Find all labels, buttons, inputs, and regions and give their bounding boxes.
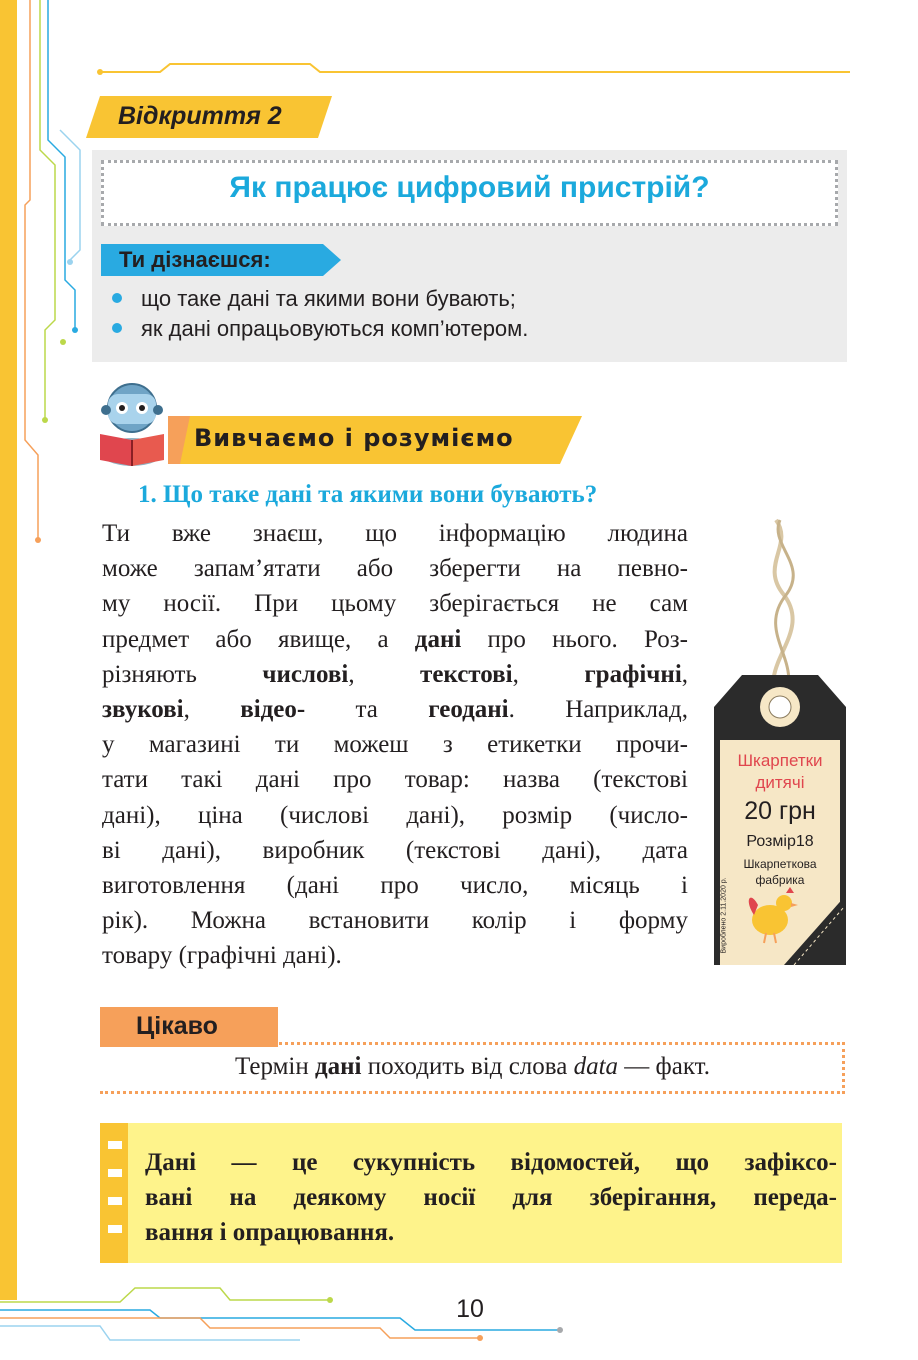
body-term: текстові: [420, 660, 513, 688]
interesting-word: data: [573, 1053, 619, 1080]
study-banner: [90, 378, 590, 468]
study-label: Вивчаємо і розуміємо: [194, 424, 514, 452]
bullet-icon: [112, 293, 122, 303]
page-number: 10: [456, 1295, 484, 1323]
tag-date: Вироблено 2.11.2020 р.: [720, 877, 728, 954]
body-text-part: предмет або явище, а: [102, 625, 415, 653]
learn-item: [112, 316, 528, 342]
question-number: 1.: [138, 481, 157, 508]
interesting-text-part: Термін: [235, 1053, 315, 1080]
definition-line: вання і опрацювання.: [145, 1219, 395, 1246]
body-text-part: різняють: [102, 660, 263, 688]
body-text-part: тати такі дані про товар: назва (текстові: [102, 766, 688, 794]
interesting-label: Цікаво: [136, 1012, 218, 1040]
notebook-rings-icon: [100, 1123, 128, 1263]
body-text-part: у магазині ти можеш з етикетки прочи-: [102, 731, 688, 759]
section-header: [86, 96, 332, 138]
body-term: графічні: [584, 660, 682, 688]
interesting-text: [100, 1053, 845, 1081]
body-line: [102, 938, 688, 973]
topic-title: Як працює цифровий пристрій?: [229, 171, 710, 204]
definition-stripe: [100, 1123, 128, 1263]
body-text-part: товару (графічні дані).: [102, 942, 342, 970]
definition-line: Дані — це сукупність відомостей, що зафіксо-: [145, 1149, 837, 1176]
body-text-part: му носії. При цьому зберігається не сам: [102, 590, 688, 618]
body-line: [102, 727, 688, 762]
body-line: [102, 798, 688, 833]
body-term: відео-: [240, 696, 306, 723]
definition-line: вані на деякому носії для зберігання, переда-: [145, 1184, 837, 1211]
bullet-icon: [112, 323, 122, 333]
body-line: [102, 657, 688, 692]
section-label: Відкриття 2: [118, 102, 282, 130]
body-term: дані: [414, 625, 462, 653]
tag-maker-line2: фабрика: [755, 873, 805, 887]
body-term: геодані: [428, 696, 509, 723]
learn-label: Ти дізнаєшся:: [119, 247, 271, 272]
interesting-text-part: — факт.: [618, 1053, 710, 1080]
tag-product-line1: Шкарпетки: [737, 751, 823, 770]
body-line: [102, 622, 688, 657]
learn-item: [112, 286, 516, 312]
price-tag-illustration: [714, 515, 846, 970]
body-text-part: ві дані), виробник (текстові дані), дата: [102, 836, 688, 864]
learn-item-text: що таке дані та якими вони бувають;: [141, 286, 516, 311]
question-heading: [138, 481, 597, 509]
interesting-tab: [100, 1007, 278, 1047]
body-text-part: рік). Можна встановити колір і форму: [102, 907, 688, 935]
price-tag-icon: [714, 515, 846, 970]
body-text-part: Ти вже знаєш, що інформацію людина: [102, 520, 688, 547]
body-text-part: та: [305, 696, 429, 723]
body-line: [102, 903, 688, 938]
robot-reading-icon: [90, 378, 180, 468]
body-text-part: ,: [512, 660, 585, 688]
body-line: [102, 692, 688, 727]
body-text-part: дані), ціна (числові дані), розмір (число-: [102, 801, 688, 829]
body-text-part: виготовлення (дані про число, місяць і: [102, 872, 688, 899]
body-text-part: ,: [681, 660, 689, 688]
body-line: [102, 833, 688, 868]
interesting-text-part: походить від слова: [361, 1053, 574, 1080]
interesting-term: дані: [314, 1053, 362, 1080]
body-text-part: ,: [183, 696, 241, 723]
body-line: [102, 516, 688, 551]
body-line: [102, 586, 688, 621]
tag-product-line2: дитячі: [755, 773, 805, 792]
tag-size: Розмір18: [746, 833, 814, 850]
question-text: Що таке дані та якими вони бувають?: [163, 481, 598, 508]
body-text-part: може запам’ятати або зберегти на певно-: [102, 555, 688, 583]
learn-item-text: як дані опрацьовуються комп’ютером.: [141, 316, 529, 341]
body-text-part: ,: [348, 660, 421, 688]
tag-price: 20 грн: [744, 797, 816, 825]
body-text-part: про нього. Роз-: [461, 625, 688, 653]
body-text-part: . Наприклад,: [508, 696, 688, 723]
tag-maker-line1: Шкарпеткова: [743, 857, 817, 871]
learn-tag: [101, 244, 341, 276]
body-line: [102, 762, 688, 797]
body-line: [102, 868, 688, 903]
body-term: звукові: [102, 696, 184, 723]
body-term: числові: [262, 660, 349, 688]
body-line: [102, 551, 688, 586]
